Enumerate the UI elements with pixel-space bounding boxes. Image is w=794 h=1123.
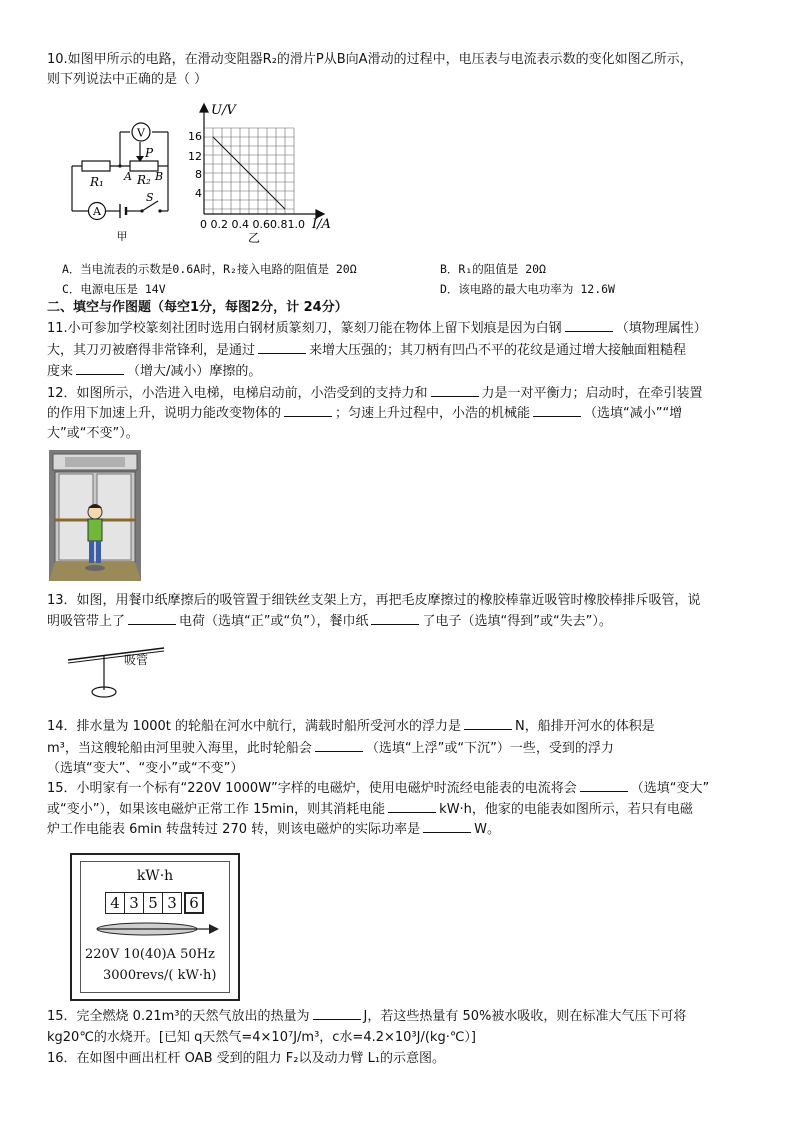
- q12-line3: 大”或“不变”）。: [47, 426, 139, 441]
- graph-y-tick-8: 8: [195, 168, 202, 181]
- q15b-line2: kg20℃的水烧开。[已知 q天然气=4×10⁷J/m³，c水=4.2×10³J/(kg·℃）]: [47, 1030, 477, 1045]
- q14-line3: （选填“变大”、“变小”或“不变”）: [47, 761, 244, 776]
- q13-line2: 明吸管带上了 电荷（选填“正”或“负”），餐巾纸 了电子（选填“得到”或“失去”）。: [47, 614, 612, 629]
- ui-graph: [186, 100, 346, 248]
- meter-digit: 3: [163, 892, 182, 914]
- meter-digit: 3: [125, 892, 144, 914]
- q11-line1: 11.小可参加学校篆刻社团时选用白钢材质篆刻刀，篆刻刀能在物体上留下划痕是因为白钢 （填物理属性）: [47, 321, 707, 336]
- circuit-diagram: [62, 118, 174, 246]
- q13-line1: 13．如图，用餐巾纸摩擦后的吸管置于细铁丝支架上方，再把毛皮摩擦过的橡胶棒靠近吸管时橡胶棒排斥吸管，说: [47, 593, 701, 608]
- q15a-line1: 15．小明家有一个标有“220V 1000W”字样的电磁炉，使用电磁炉时流经电能表的电流将会 （选填“变大”: [47, 781, 710, 796]
- voltmeter-label: V: [137, 126, 145, 140]
- straw: [68, 648, 164, 660]
- q10-option-b: B．R₁的阻值是 20Ω: [440, 262, 546, 276]
- switch-label: S: [146, 191, 154, 204]
- q15a-blank-2[interactable]: [388, 800, 436, 813]
- battery: [120, 204, 126, 218]
- r1-label: R₁: [90, 175, 104, 189]
- meter-digit: 5: [144, 892, 163, 914]
- q15b-blank-1[interactable]: [313, 1007, 361, 1020]
- meter-unit: kW·h: [136, 868, 174, 884]
- q12-blank-3[interactable]: [533, 404, 581, 417]
- q12-blank-2[interactable]: [284, 404, 332, 417]
- q15b-line1: 15．完全燃烧 0.21m³的天然气放出的热量为 J，若这些热量有 50%被水吸收，则在标准大气压下可将: [47, 1009, 687, 1024]
- q12-line1: 12．如图所示，小浩进入电梯，电梯启动前，小浩受到的支持力和 力是一对平衡力；启动时，在牵引装置: [47, 386, 703, 401]
- energy-meter: [70, 853, 240, 1001]
- q16-line: 16．在如图中画出杠杆 OAB 受到的阻力 F₂以及动力臂 L₁的示意图。: [47, 1051, 446, 1066]
- q14-blank-1[interactable]: [464, 717, 512, 730]
- graph-y-tick-12: 12: [188, 150, 202, 163]
- q14-blank-2[interactable]: [315, 739, 363, 752]
- straw-diagram: [64, 640, 174, 700]
- resistor-r1: [82, 161, 110, 171]
- circuit-caption: 甲: [116, 230, 128, 243]
- q15a-line2: 或“变小”），如果该电磁炉正常工作 15min，则其消耗电能 kW·h，他家的电能表如图所示，若只有电磁: [47, 802, 693, 817]
- r2-label: R₂: [137, 173, 151, 187]
- graph-x-ticks: 0 0.2 0.4 0.60.81.0: [200, 218, 305, 231]
- q10-stem-line2: 则下列说法中正确的是（ ）: [47, 72, 208, 87]
- q11-blank-1[interactable]: [565, 319, 613, 332]
- q10-option-a: A．当电流表的示数是0.6A时，R₂接入电路的阻值是 20Ω: [62, 262, 357, 276]
- graph-y-tick-4: 4: [195, 187, 202, 200]
- section-2-heading: 二、填空与作图题（每空1分，每图2分，计 24分）: [47, 300, 348, 315]
- q15a-line3: 炉工作电能表 6min 转盘转过 270 转，则该电磁炉的实际功率是 W。: [47, 822, 500, 837]
- q11-blank-3[interactable]: [76, 362, 124, 375]
- q12-line2: 的作用下加速上升，说明力能改变物体的 ；匀速上升过程中，小浩的机械能 （选填“减小”“增: [47, 406, 683, 421]
- q14-line1: 14．排水量为 1000t 的轮船在河水中航行，满载时船所受河水的浮力是 N，船排开河水的体积是: [47, 719, 655, 734]
- q11-blank-2[interactable]: [258, 341, 306, 354]
- q11-line2: 大，其刀刃被磨得非常锋利，是通过 来增大压强的；其刀柄有凹凸不平的花纹是通过增大接触面粗糙程: [47, 343, 687, 358]
- r2-end-b-label: B: [155, 170, 164, 183]
- meter-digits: [105, 892, 204, 914]
- q15a-blank-3[interactable]: [423, 820, 471, 833]
- q10-option-d: D．该电路的最大电功率为 12.6W: [440, 282, 615, 296]
- meter-spec-1: 220V 10(40)A 50Hz: [85, 947, 215, 962]
- q10-option-c: C．电源电压是 14V: [62, 282, 166, 296]
- graph-x-label: I/A: [312, 217, 331, 232]
- graph-y-tick-16: 16: [188, 130, 202, 143]
- meter-disc: [91, 919, 219, 939]
- rheostat-r2: [130, 161, 158, 171]
- graph-y-label: U/V: [211, 103, 236, 118]
- q14-line2: m³，当这艘轮船由河里驶入海里，此时轮船会 （选填“上浮”或“下沉”）一些，受到的浮力: [47, 741, 614, 756]
- q11-line3: 度来 （增大/减小）摩擦的。: [47, 364, 262, 379]
- meter-digit: 4: [105, 892, 125, 914]
- q12-blank-1[interactable]: [431, 384, 479, 397]
- q10-stem-line1: 10.如图甲所示的电路，在滑动变阻器R₂的滑片P从B向A滑动的过程中，电压表与电流表示数的变化如图乙所示，: [47, 52, 693, 67]
- meter-spec-2: 3000revs/( kW·h): [103, 968, 217, 983]
- slider-label: P: [145, 146, 154, 160]
- q13-blank-1[interactable]: [128, 612, 176, 625]
- meter-digit-decimal: 6: [184, 892, 204, 914]
- straw-label: 吸管: [124, 653, 149, 667]
- q15a-blank-1[interactable]: [580, 779, 628, 792]
- r2-end-a-label: A: [124, 170, 132, 183]
- graph-caption: 乙: [247, 231, 261, 245]
- elevator-image: [49, 450, 141, 581]
- ammeter-label: A: [93, 205, 101, 218]
- q13-blank-2[interactable]: [371, 612, 419, 625]
